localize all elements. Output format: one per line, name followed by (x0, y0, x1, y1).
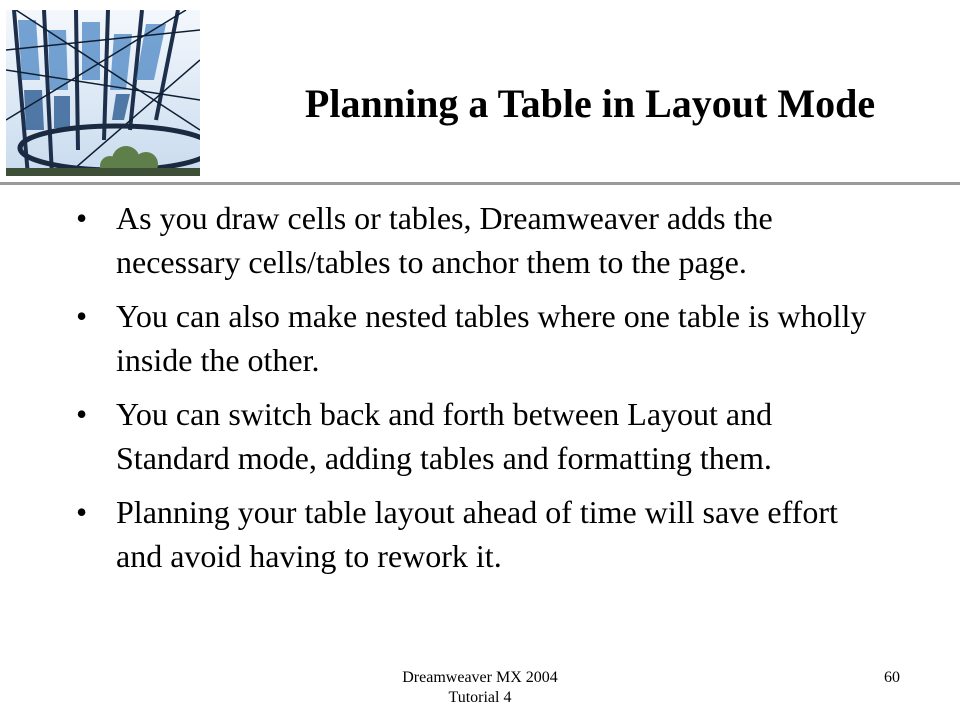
bullet-icon: • (76, 298, 88, 334)
bullet-text: You can switch back and forth between Layout and Standard mode, adding tables and formatting them. (116, 396, 773, 476)
bullet-icon: • (76, 494, 88, 530)
footer-course: Dreamweaver MX 2004 (402, 669, 558, 686)
bullet-text: As you draw cells or tables, Dreamweaver adds the necessary cells/tables to anchor them to the page. (116, 200, 773, 280)
page-number: 60 (884, 669, 900, 686)
bullet-icon: • (76, 200, 88, 236)
footer-tutorial: Tutorial 4 (448, 689, 512, 706)
bullet-text: Planning your table layout ahead of time will save effort and avoid having to rework it. (116, 494, 838, 574)
bullet-item (72, 196, 892, 284)
architecture-header-image (6, 10, 200, 176)
bullet-item (72, 294, 892, 382)
bullet-item (72, 490, 892, 578)
title-divider (0, 182, 960, 185)
bullet-item (72, 392, 892, 480)
bullet-icon: • (76, 396, 88, 432)
slide-title: Planning a Table in Layout Mode (304, 81, 876, 126)
bullet-text: You can also make nested tables where one table is wholly inside the other. (116, 298, 867, 378)
bullet-list (72, 196, 892, 588)
footer-title (330, 668, 630, 708)
